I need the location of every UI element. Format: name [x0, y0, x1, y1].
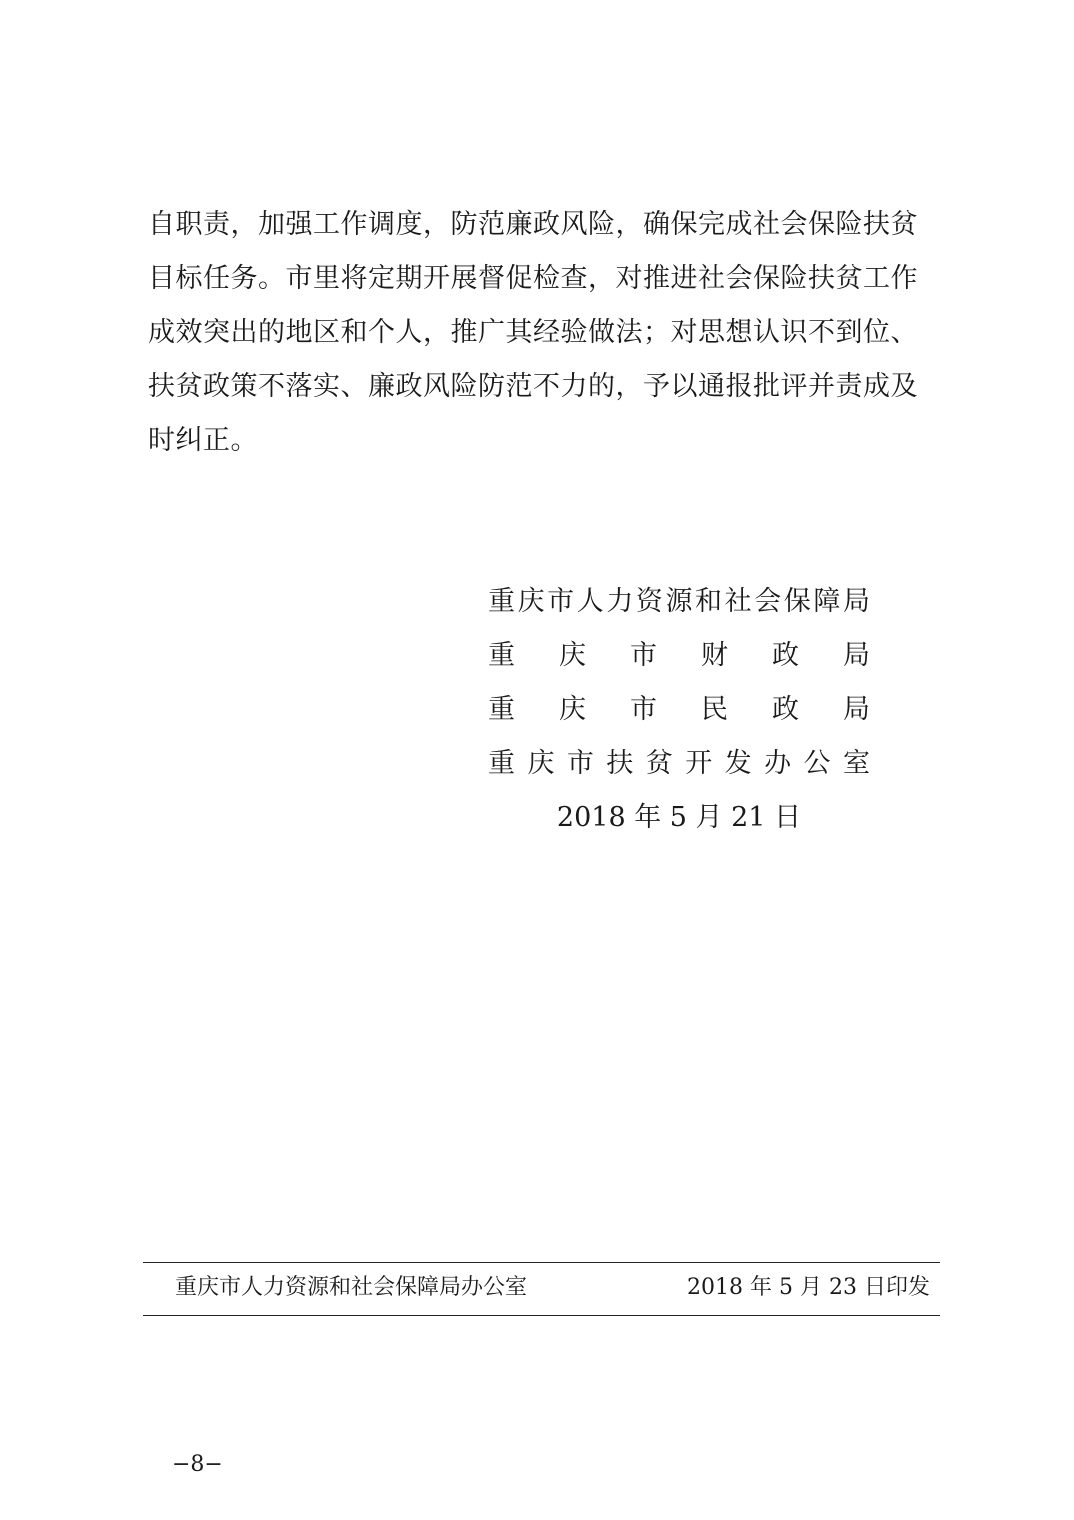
- signatory-char: 室: [842, 748, 870, 779]
- body-line: 时纠正。: [148, 425, 258, 456]
- page-number: −8−: [172, 1452, 223, 1477]
- signatory-char: 保: [783, 586, 811, 617]
- signatory-char: 局: [843, 640, 870, 671]
- footer-issue-date: 2018 年 5 月 23 日印发: [687, 1275, 930, 1300]
- signatory-char: 和: [695, 586, 723, 617]
- signatory-char: 人: [576, 586, 604, 617]
- signatory-char: 庆: [559, 640, 586, 671]
- body-paragraph: [148, 204, 948, 474]
- signatory-char: 局: [843, 694, 870, 725]
- body-line: 成效突出的地区和个人，推广其经验做法；对思想认识不到位、: [148, 317, 918, 348]
- signatory-char: 重: [488, 748, 515, 779]
- signatory-char: 办: [764, 748, 792, 779]
- signatory-char: 市: [630, 640, 657, 671]
- body-line: 自职责，加强工作调度，防范廉政风险，确保完成社会保险扶贫: [148, 209, 918, 240]
- signatory-char: 民: [701, 694, 728, 725]
- signatory-char: 财: [701, 640, 728, 671]
- signatory: [488, 582, 870, 636]
- signatory-char: 重: [488, 694, 515, 725]
- signatory: [488, 636, 870, 690]
- signatory-char: 重: [488, 640, 515, 671]
- signatory-char: 源: [665, 586, 693, 617]
- signatory-char: 局: [842, 586, 870, 617]
- signatory-char: 资: [635, 586, 663, 617]
- signatory: [488, 690, 870, 744]
- signatory-char: 力: [606, 586, 634, 617]
- signature-block: [488, 582, 870, 798]
- footer-bottom-rule: [143, 1315, 940, 1316]
- signing-date: 2018 年 5 月 21 日: [556, 802, 802, 833]
- signatory-char: 庆: [517, 586, 545, 617]
- footer-issuer: 重庆市人力资源和社会保障局办公室: [175, 1275, 528, 1300]
- signatory-char: 市: [566, 748, 594, 779]
- footer-top-rule: [143, 1262, 940, 1263]
- signatory-char: 市: [547, 586, 575, 617]
- signatory-char: 发: [724, 748, 752, 779]
- signatory-char: 政: [772, 694, 799, 725]
- signatory-char: 庆: [559, 694, 586, 725]
- signatory-char: 公: [803, 748, 831, 779]
- signatory-char: 会: [754, 586, 782, 617]
- signatory-char: 障: [813, 586, 841, 617]
- signatory-char: 开: [685, 748, 713, 779]
- signatory-char: 重: [488, 586, 515, 617]
- signatory-char: 市: [630, 694, 657, 725]
- signatory-char: 庆: [527, 748, 555, 779]
- signatory-char: 政: [772, 640, 799, 671]
- body-line: 扶贫政策不落实、廉政风险防范不力的，予以通报批评并责成及: [148, 371, 918, 402]
- signatory-char: 扶: [606, 748, 634, 779]
- signatory-char: 贫: [645, 748, 673, 779]
- signatory-char: 社: [724, 586, 752, 617]
- body-line: 目标任务。市里将定期开展督促检查，对推进社会保险扶贫工作: [148, 263, 918, 294]
- signatory: [488, 744, 870, 798]
